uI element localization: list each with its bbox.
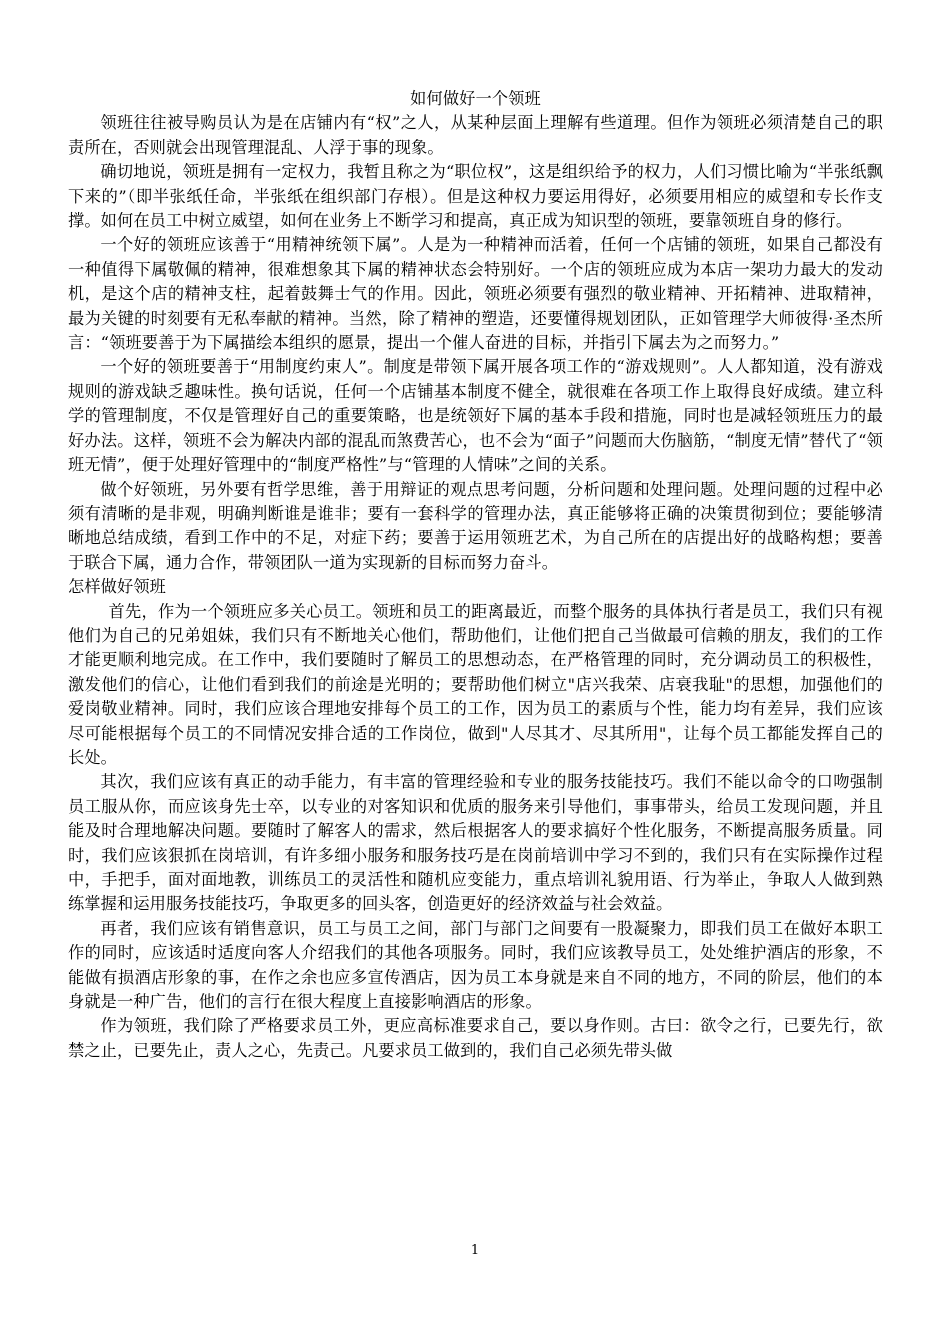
paragraph: 一个好的领班要善于“用制度约束人”。制度是带领下属开展各项工作的“游戏规则”。人人都知道，没有游戏规则的游戏缺乏趣味性。换句话说，任何一个店铺基本制度不健全，就很难在各项工作上取得良好成绩。建立科学的管理制度，不仅是管理好自己的重要策略，也是统领好下属的基本手段和措施，同时也是减轻领班压力的最好办法。这样，领班不会为解决内部的混乱而煞费苦心，也不会为“面子”问题而大伤脑筋，“制度无情”替代了“领班无情”，便于处理好管理中的“制度严格性”与“管理的人情味”之间的关系。 xyxy=(68,357,883,475)
document-title: 如何做好一个领班 xyxy=(410,89,541,108)
paragraph: 领班往往被导购员认为是在店铺内有“权”之人，从某种层面上理解有些道理。但作为领班必须清楚自己的职责所在，否则就会出现管理混乱、人浮于事的现象。 xyxy=(68,113,883,157)
paragraph: 一个好的领班应该善于“用精神统领下属”。人是为一种精神而活着，任何一个店铺的领班，如果自己都没有一种值得下属敬佩的精神，很难想象其下属的精神状态会特别好。一个店的领班应成为本店一架功力最大的发动机，是这个店的精神支柱，起着鼓舞士气的作用。因此，领班必须要有强烈的敬业精神、开拓精神、进取精神，最为关键的时刻要有无私奉献的精神。当然，除了精神的塑造，还要懂得规划团队，正如管理学大师彼得·圣杰所言：“领班要善于为下属描绘本组织的愿景，提出一个催人奋进的目标，并指引下属去为之而努力。” xyxy=(68,235,883,353)
section-heading: 怎样做好领班 xyxy=(68,577,167,597)
paragraph: 首先，作为一个领班应多关心员工。领班和员工的距离最近，而整个服务的具体执行者是员工，我们只有视他们为自己的兄弟姐妹，我们只有不断地关心他们，帮助他们，让他们把自己当做最可信赖的朋友，我们的工作才能更顺利地完成。在工作中，我们要随时了解员工的思想动态，在严格管理的同时，充分调动员工的积极性，激发他们的信心，让他们看到我们的前途是光明的；要帮助他们树立"店兴我荣、店衰我耻"的思想，加强他们的爱岗敬业精神。同时，我们应该合理地安排每个员工的工作，因为员工的素质与个性，能力均有差异，我们应该尽可能根据每个员工的不同情况安排合适的工作岗位，做到"人尽其才、尽其所用"，让每个员工都能发挥自己的长处。 xyxy=(68,601,883,767)
page-number: 1 xyxy=(470,1243,480,1258)
paragraph: 作为领班，我们除了严格要求员工外，更应高标准要求自己，要以身作则。古曰：欲令之行，已要先行，欲禁之止，已要先止，责人之心，先责己。凡要求员工做到的，我们自己必须先带头做 xyxy=(68,1016,883,1060)
paragraph: 再者，我们应该有销售意识，员工与员工之间，部门与部门之间要有一股凝聚力，即我们员工在做好本职工作的同时，应该适时适度向客人介绍我们的其他各项服务。同时，我们应该教导员工，处处维护酒店的形象，不能做有损酒店形象的事，在作之余也应多宣传酒店，因为员工本身就是来自不同的地方，不同的阶层，他们的本身就是一种广告，他们的言行在很大程度上直接影响酒店的形象。 xyxy=(68,918,883,1012)
paragraph: 确切地说，领班是拥有一定权力，我暂且称之为“职位权”，这是组织给予的权力，人们习惯比喻为“半张纸飘下来的”（即半张纸任命，半张纸在组织部门存根）。但是这种权力要运用得好，必须要用相应的威望和专长作支撑。如何在员工中树立威望，如何在业务上不断学习和提高，真正成为知识型的领班，要靠领班自身的修行。 xyxy=(68,162,883,231)
paragraph: 做个好领班，另外要有哲学思维，善于用辩证的观点思考问题，分析问题和处理问题。处理问题的过程中必须有清晰的是非观，明确判断谁是谁非；要有一套科学的管理办法，真正能够将正确的决策贯彻到位；要能够清晰地总结成绩，看到工作中的不足，对症下药；要善于运用领班艺术，为自己所在的店提出好的战略构想；要善于联合下属，通力合作，带领团队一道为实现新的目标而努力奋斗。 xyxy=(68,479,883,572)
paragraph: 其次，我们应该有真正的动手能力，有丰富的管理经验和专业的服务技能技巧。我们不能以命令的口吻强制员工服从你，而应该身先士卒，以专业的对客知识和优质的服务来引导他们，事事带头，给员工发现问题，并且能及时合理地解决问题。要随时了解客人的需求，然后根据客人的要求搞好个性化服务，不断提高服务质量。同时，我们应该狠抓在岗培训，有许多细小服务和服务技巧是在岗前培训中学习不到的，我们只有在实际操作过程中，手把手，面对面地教，训练员工的灵活性和随机应变能力，重点培训礼貌用语、行为举止，争取人人做到熟练掌握和运用服务技能技巧，争取更多的回头客，创造更好的经济效益与社会效益。 xyxy=(68,772,883,914)
document-page xyxy=(68,87,883,1063)
